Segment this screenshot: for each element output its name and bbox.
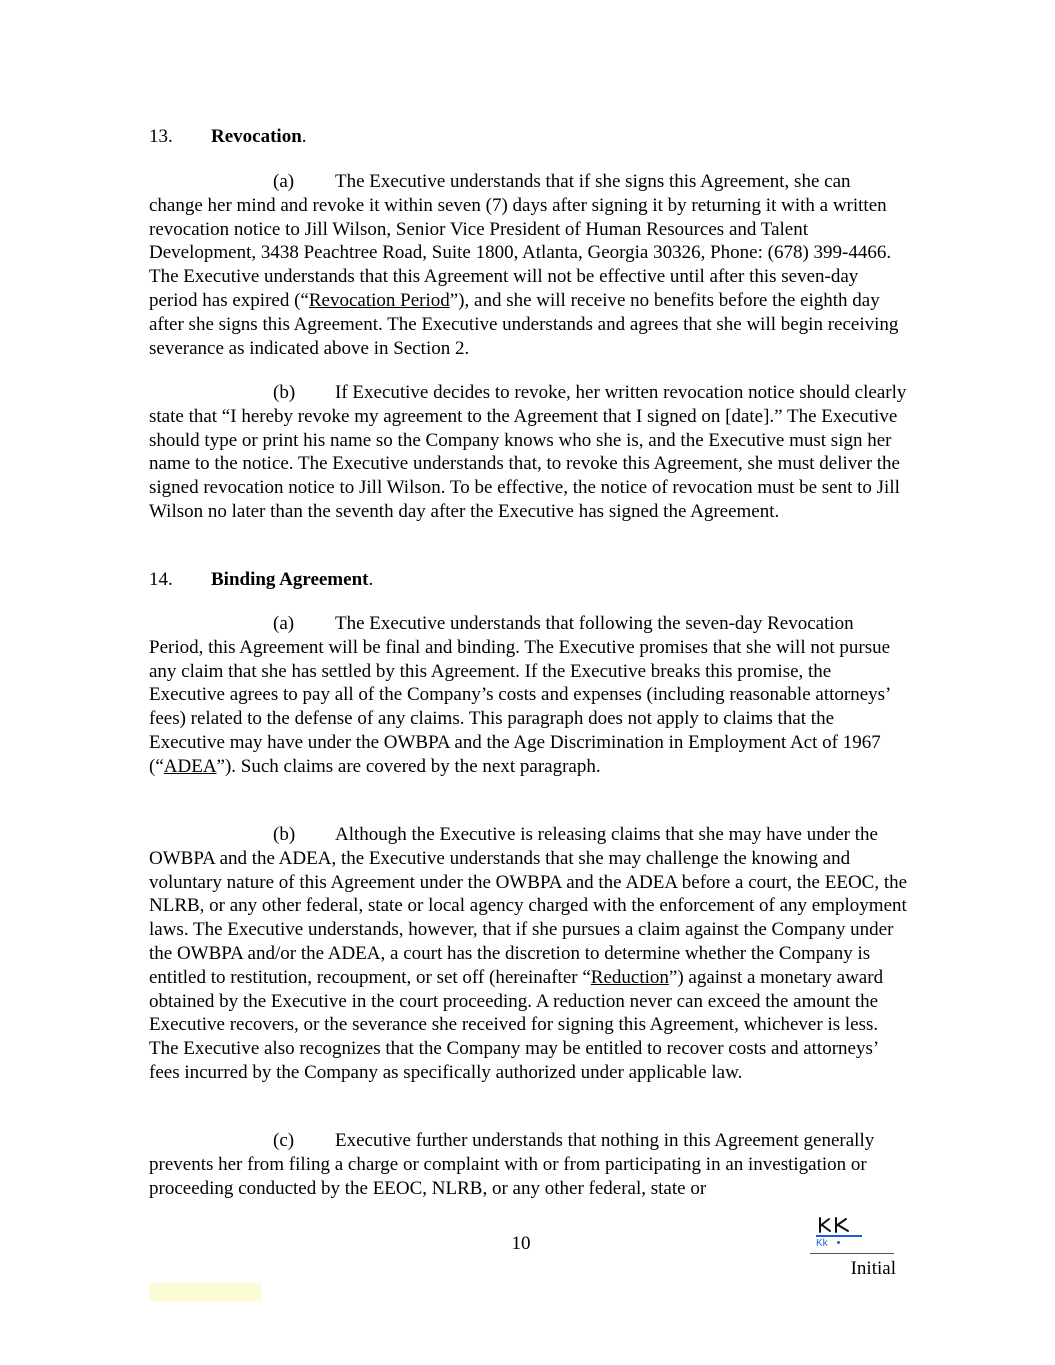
paragraph-label: (a)	[273, 613, 295, 634]
paragraph-text: Although the Executive is releasing claims that she may have under the OWBPA and the ADEA, the Executive understands that she may challenge the knowing and voluntary nature of this Agreement under the OWBPA and the ADEA before a court, the EEOC, the NLRB, or any other federal, state or local agency charged with the enforcement of any employment laws. The Executive understands, however, that if she pursues a claim against the Company under the OWBPA and/or the ADEA, a court has the discretion to determine whether the Company is entitled to restitution, recoupment, or set off (hereinafter “	[149, 824, 908, 988]
paragraph-label: (c)	[273, 1130, 295, 1151]
paragraph-label: (a)	[273, 171, 295, 192]
section-14-paragraph-c	[149, 1129, 909, 1200]
signature-dot	[837, 1241, 840, 1244]
signature-small-text: Kk	[816, 1238, 828, 1249]
section-14-paragraph-a	[149, 612, 909, 779]
section-13-heading	[149, 125, 307, 149]
section-13-paragraph-b	[149, 381, 909, 524]
paragraph-label: (b)	[273, 382, 296, 403]
paragraph-text: If Executive decides to revoke, her written revocation notice should clearly state that “I hereby revoke my agreement to the Agreement that I signed on [date].” The Executive should type or print his name so the Company knows who she is, and the Executive must sign her name to the notice. The Executive understands that, to revoke this Agreement, she must deliver the signed revocation notice to Jill Wilson. To be effective, the notice of revocation must be sent to Jill Wilson no later than the seventh day after the Executive has signed the Agreement.	[149, 382, 907, 522]
initial-signature-block	[810, 1212, 896, 1282]
section-14-paragraph-b	[149, 823, 909, 1085]
highlight-mark	[149, 1283, 261, 1301]
defined-term: Reduction	[590, 966, 669, 988]
section-number: 13.	[149, 126, 173, 147]
initial-label: Initial	[850, 1258, 896, 1279]
paragraph-text: The Executive understands that following the seven-day Revocation Period, this Agreement will be final and binding. The Executive promises that she will not pursue any claim that she has settled by this Agreement. If the Executive breaks this promise, the Executive agrees to pay all of the Company’s costs and expenses (including reasonable attorneys’ fees) related to the defense of any claims. This paragraph does not apply to claims that the Executive may have under the OWBPA and the Age Discrimination in Employment Act of 1967 (“	[149, 613, 891, 777]
paragraph-text: Executive further understands that nothing in this Agreement generally prevents her from filing a charge or complaint with or from participating in an investigation or proceeding conducted by the EEOC, NLRB, or any other federal, state or	[149, 1130, 875, 1199]
section-title-period: .	[368, 569, 374, 590]
section-title: Binding Agreement	[211, 569, 369, 590]
paragraph-text: ”). Such claims are covered by the next paragraph.	[216, 755, 601, 777]
section-14-heading	[149, 568, 373, 592]
paragraph-text: ”) against a monetary award obtained by the Executive in the court proceeding. A reduction never can exceed the amount the Executive recovers, or the severance she received for signing this Agreement, whichever is less. The Executive also recognizes that the Company may be entitled to recover costs and attorneys’ fees incurred by the Company as specifically authorized under applicable law.	[149, 966, 884, 1083]
section-13-paragraph-a	[149, 170, 909, 360]
defined-term: Revocation Period	[308, 289, 450, 311]
section-number: 14.	[149, 569, 173, 590]
defined-term: ADEA	[163, 755, 217, 777]
paragraph-text: ”), and she will receive no benefits before the eighth day after she signs this Agreement. The Executive understands and agrees that she will begin receiving severance as indicated above in Section 2.	[149, 289, 899, 359]
section-title-period: .	[301, 126, 307, 147]
paragraph-text: The Executive understands that if she signs this Agreement, she can change her mind and revoke it within seven (7) days after signing it by returning it with a written revocation notice to Jill Wilson, Senior Vice President of Human Resources and Talent Development, 3438 Peachtree Road, Suite 1800, Atlanta, Georgia 30326, Phone: (678) 399-4466. The Executive understands that this Agreement will not be effective until after this seven-day period has expired (“	[149, 171, 892, 311]
paragraph-label: (b)	[273, 824, 296, 845]
signature-initials-icon	[816, 1216, 862, 1238]
initial-line	[810, 1253, 894, 1254]
page-number: 10	[511, 1233, 531, 1254]
section-title: Revocation	[211, 126, 302, 147]
